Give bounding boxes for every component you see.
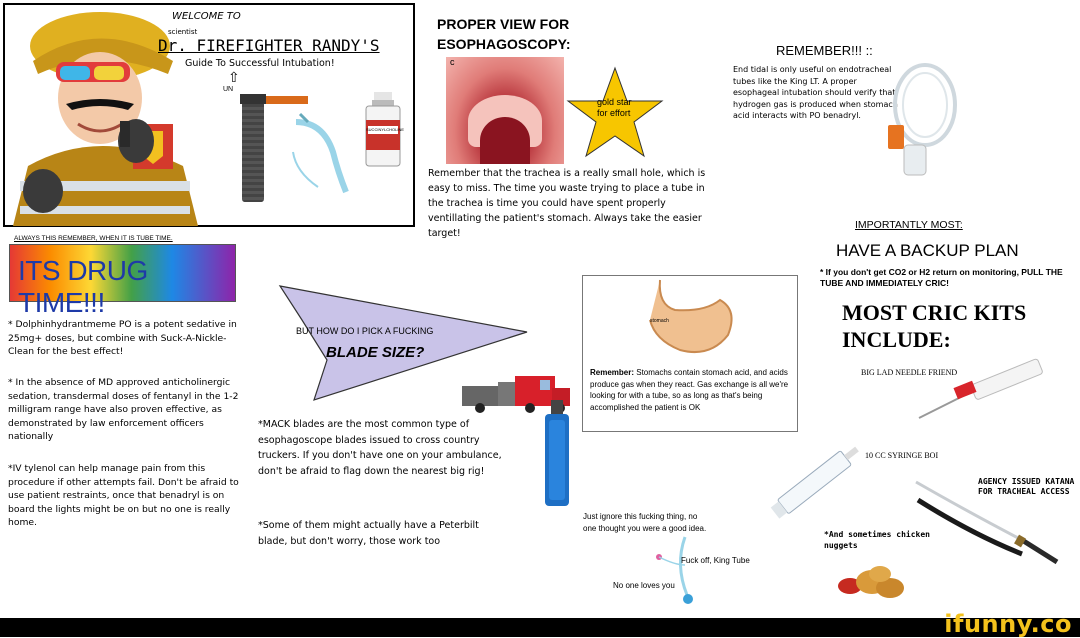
cric-title-line2: INCLUDE: xyxy=(842,327,951,352)
stomach-remember-text: Stomachs contain stomach acid, and acids produce gas when they react. Gas exchange is all we're looking for with a tube, so as long as that's being accomplished the patient is OK xyxy=(590,368,789,412)
katana-label: AGENCY ISSUED KATANA FOR TRACHEAL ACCESS xyxy=(978,477,1075,496)
syringe-label: 10 CC SYRINGE BOI xyxy=(865,451,939,460)
esophagoscopy-title-line1: PROPER VIEW FOR xyxy=(437,16,570,32)
ifunny-watermark: ifunny.co xyxy=(944,610,1072,638)
drug-header: ALWAYS THIS REMEMBER, WHEN IT IS TUBE TIME. xyxy=(14,235,173,242)
needle-label: BIG LAD NEEDLE FRIEND xyxy=(861,368,958,377)
scientist-caret: scientist xyxy=(168,28,198,36)
needle-illustration xyxy=(915,352,1055,422)
nuggets-label: *And sometimes chicken nuggets xyxy=(824,530,930,550)
vial-label: SUCCINYLCHOLINE xyxy=(366,127,405,132)
blade-question-small: BUT HOW DO I PICK A FUCKING xyxy=(296,326,434,336)
katana-illustration xyxy=(912,478,1062,570)
cric-title-line1: MOST CRIC KITS xyxy=(842,300,1027,325)
stomach-remember-bold: Remember: xyxy=(590,368,635,377)
syringe-illustration xyxy=(764,428,874,532)
no-one-loves-text: No one loves you xyxy=(613,581,675,590)
throat-photo xyxy=(446,57,564,164)
laryngoscope-illustration xyxy=(238,92,358,207)
drug-bullet-3: *IV tylenol can help manage pain from this procedure if other attempts fail. Don't be afraid to use patient restraints, once that benadryl is on board the lights might be on but no one is really home. xyxy=(8,463,239,528)
chicken-nuggets-illustration xyxy=(836,562,908,602)
drug-time-text: ITS DRUG TIME!!! xyxy=(18,255,148,318)
king-lt-tube-illustration xyxy=(880,55,970,190)
blade-question-big: BLADE SIZE? xyxy=(326,344,425,361)
esophagoscope-handle-illustration xyxy=(541,400,573,510)
page-title: Dr. FIREFIGHTER RANDY'S xyxy=(158,36,380,55)
arrow-up-icon: ⇧ xyxy=(228,69,240,85)
star-text: gold star for effort xyxy=(597,97,632,118)
un-label: UN xyxy=(223,86,234,93)
mack-blade-note: *MACK blades are the most common type of esophagoscope blades issued to cross country truckers. If you don't have one on your ambulance, don't be afraid to flag down the nearest big rig! xyxy=(258,419,502,477)
small-king-tube-illustration xyxy=(645,535,705,610)
footer-bar xyxy=(0,618,1080,637)
remember-title: REMEMBER!!! :: xyxy=(776,43,873,58)
drug-time-banner xyxy=(9,244,236,318)
remember-text: End tidal is only useful on endotracheal tubes like the King LT. A proper esophageal intubation should verify that hydrogen gas is produced when stomach acid interacts with PO benadryl. xyxy=(733,65,898,120)
fuck-off-text: Fuck off, King Tube xyxy=(681,556,750,565)
drug-bullet-2: * In the absence of MD approved anticholinergic sedation, transdermal doses of fentanyl in the 1-2 milligram range have also proven effective, as demonstrated by law enforcement officers nationally xyxy=(8,377,239,442)
welcome-text: WELCOME TO xyxy=(172,11,241,22)
backup-note: * If you don't get CO2 or H2 return on monitoring, PULL THE TUBE AND IMMEDIATELY CRIC! xyxy=(820,267,1063,288)
page-subtitle: Guide To Successful Intubation! xyxy=(185,58,335,69)
cric-title xyxy=(842,299,1026,353)
esophagoscopy-title xyxy=(437,14,571,54)
stomach-diagram-label: stomach xyxy=(650,318,669,324)
king-tube-ignore-text: Just ignore this fucking thing, no one thought you were a good idea. xyxy=(583,512,707,533)
backup-title: HAVE A BACKUP PLAN xyxy=(836,241,1019,260)
trachea-caption: Remember that the trachea is a really small hole, which is easy to miss. The time you waste trying to place a tube in the trachea is time you could have spent properly ventillating the patient's stomach. Always take the easier target! xyxy=(428,168,706,239)
peterbilt-blade-note: *Some of them might actually have a Peterbilt blade, but don't worry, those work too xyxy=(258,520,479,547)
photo-tag: c xyxy=(450,57,455,67)
drug-bullet-1: * Dolphinhydrantmeme PO is a potent sedative in 25mg+ doses, but combine with Suck-A-Nickle-Clean for the best effect! xyxy=(8,319,237,357)
importantly-label: IMPORTANTLY MOST: xyxy=(855,219,963,231)
stomach-remember xyxy=(590,367,795,413)
esophagoscopy-title-line2: ESOPHAGOSCOPY: xyxy=(437,36,571,52)
throat-opening xyxy=(480,117,530,164)
